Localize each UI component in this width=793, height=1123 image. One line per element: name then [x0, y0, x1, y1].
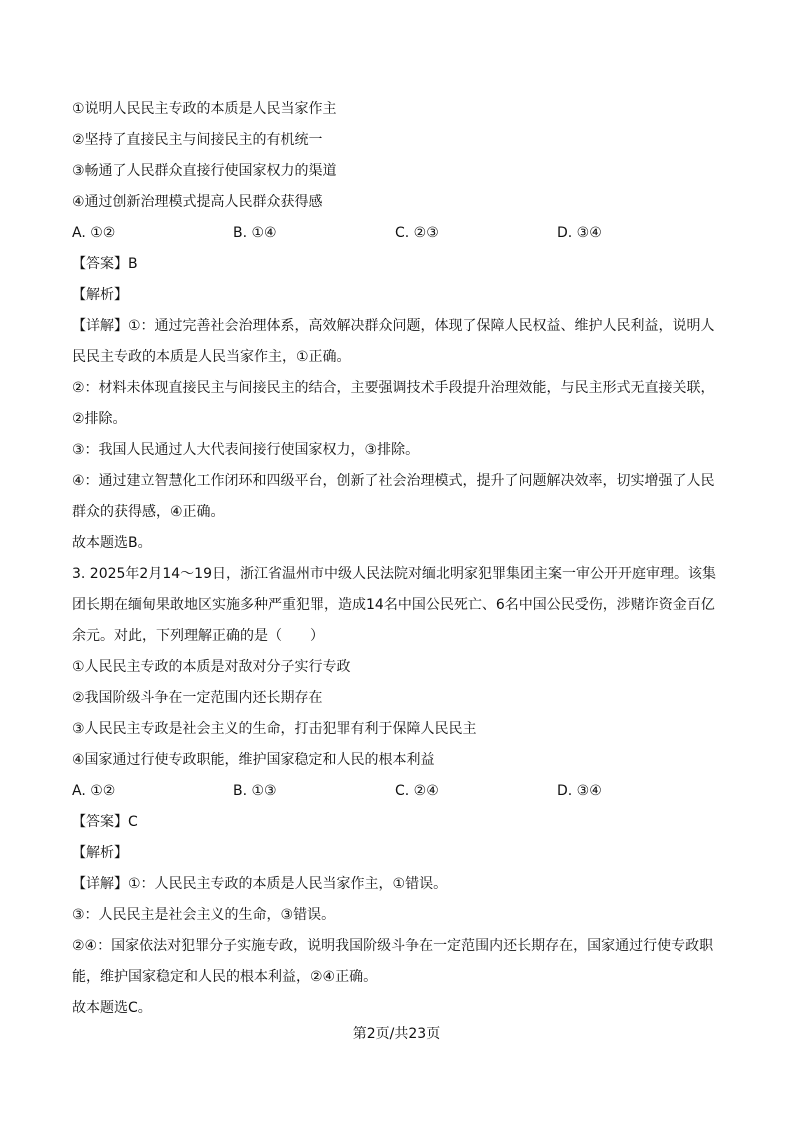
- q3-detail-3: ②④：国家依法对犯罪分子实施专政，说明我国阶级斗争在一定范围内还长期存在，国家通过行使专政职能，维护国家稳定和人民的根本利益，②④正确。: [72, 938, 714, 985]
- q3-choices: [72, 776, 722, 807]
- document-body: [72, 94, 722, 1024]
- q3-detail-1: 【详解】①：人民民主专政的本质是人民当家作主，①错误。: [72, 876, 448, 892]
- q2-choice-c: C. ②③: [395, 225, 439, 241]
- page-footer: 第2页/共23页: [352, 1026, 441, 1042]
- q3-conclusion: 故本题选C。: [72, 1000, 152, 1016]
- q3-choice-d: D. ③④: [557, 783, 602, 799]
- q3-analysis-label: 【解析】: [72, 845, 128, 861]
- q3-option-4: ④国家通过行使专政职能，维护国家稳定和人民的根本利益: [72, 752, 435, 768]
- q3-stem: 3. 2025年2月14～19日，浙江省温州市中级人民法院对缅北明家犯罪集团主案一审公开开庭审理。该集团长期在缅甸果敢地区实施多种严重犯罪，造成14名中国公民死亡、6名中国公民受伤，涉赌诈资金百亿余元。对此，下列理解正确的是（ ）: [72, 566, 716, 644]
- q2-option-4: ④通过创新治理模式提高人民群众获得感: [72, 194, 323, 210]
- q2-option-1: ①说明人民民主专政的本质是人民当家作主: [72, 101, 337, 117]
- q2-option-3: ③畅通了人民群众直接行使国家权力的渠道: [72, 163, 337, 179]
- q2-detail-1: 【详解】①：通过完善社会治理体系，高效解决群众问题，体现了保障人民权益、维护人民利益，说明人民民主专政的本质是人民当家作主，①正确。: [72, 318, 715, 365]
- q3-choice-a: A. ①②: [72, 783, 116, 799]
- q2-detail-3: ③：我国人民通过人大代表间接行使国家权力，③排除。: [72, 442, 420, 458]
- q3-option-3: ③人民民主专政是社会主义的生命，打击犯罪有利于保障人民民主: [72, 721, 477, 737]
- q2-analysis-label: 【解析】: [72, 287, 128, 303]
- q2-choice-b: B. ①④: [233, 225, 277, 241]
- q2-answer: 【答案】B: [72, 256, 138, 272]
- q2-conclusion: 故本题选B。: [72, 535, 152, 551]
- q2-choice-a: A. ①②: [72, 225, 116, 241]
- q2-choices: [72, 218, 722, 249]
- q3-choice-b: B. ①③: [233, 783, 277, 799]
- q3-option-2: ②我国阶级斗争在一定范围内还长期存在: [72, 690, 323, 706]
- q2-choice-d: D. ③④: [557, 225, 602, 241]
- q3-option-1: ①人民民主专政的本质是对敌对分子实行专政: [72, 659, 351, 675]
- q2-detail-2: ②：材料未体现直接民主与间接民主的结合，主要强调技术手段提升治理效能，与民主形式无直接关联，②排除。: [72, 380, 715, 427]
- q3-detail-2: ③：人民民主是社会主义的生命，③错误。: [72, 907, 336, 923]
- q3-answer: 【答案】C: [72, 814, 138, 830]
- q3-choice-c: C. ②④: [395, 783, 439, 799]
- q2-option-2: ②坚持了直接民主与间接民主的有机统一: [72, 132, 323, 148]
- q2-detail-4: ④：通过建立智慧化工作闭环和四级平台，创新了社会治理模式，提升了问题解决效率，切实增强了人民群众的获得感，④正确。: [72, 473, 715, 520]
